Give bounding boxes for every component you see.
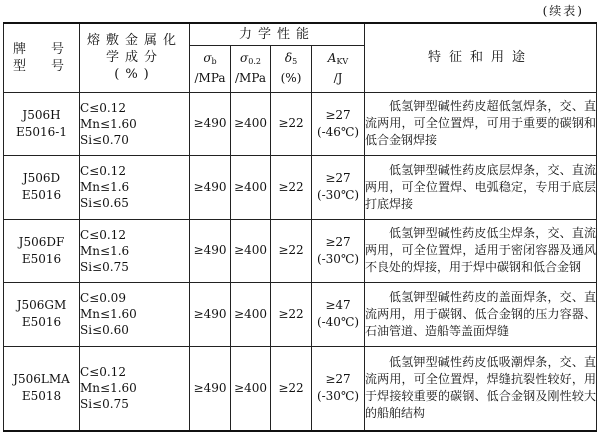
- impact-cell: ≥47 (-40℃): [312, 283, 365, 347]
- chemistry-cell: C≤0.09 Mn≤1.60 Si≤0.60: [80, 283, 190, 347]
- features-cell: 低氢钾型碱性药皮低吸潮焊条，交、直流两用，可全位置焊，焊缝抗裂性较好，用于焊接较重要的碳钢、低合金钢及刚性较大的船舶结构: [365, 346, 597, 431]
- impact-cell: ≥27 (-30℃): [312, 346, 365, 431]
- elongation-cell: ≥22: [271, 156, 312, 220]
- tensile-cell: ≥490: [190, 346, 231, 431]
- elongation-cell: ≥22: [271, 346, 312, 431]
- tensile-cell: ≥490: [190, 92, 231, 156]
- table-row: [4, 283, 597, 347]
- table-row: [4, 346, 597, 431]
- tensile-cell: ≥490: [190, 283, 231, 347]
- grade-cell: J506GM E5016: [4, 283, 80, 347]
- header-mechanical-properties: 力学性能: [190, 23, 365, 45]
- features-cell: 低氢钾型碱性药皮的盖面焊条，交、直流两用，用于碳钢、低合金钢的压力容器、石油管道、造船等盖面焊缝: [365, 283, 597, 347]
- grade-cell: J506H E5016-1: [4, 92, 80, 156]
- features-cell: 低氢钾型碱性药皮底层焊条，交、直流两用，可全位置焊、电弧稳定，专用于底层打底焊接: [365, 156, 597, 220]
- impact-cell: ≥27 (-30℃): [312, 156, 365, 220]
- elongation-cell: ≥22: [271, 92, 312, 156]
- yield-cell: ≥400: [231, 283, 271, 347]
- yield-cell: ≥400: [231, 346, 271, 431]
- table-row: [4, 92, 597, 156]
- grade-cell: J506DF E5016: [4, 219, 80, 283]
- chemistry-cell: C≤0.12 Mn≤1.60 Si≤0.70: [80, 92, 190, 156]
- tensile-cell: ≥490: [190, 156, 231, 220]
- elongation-cell: ≥22: [271, 219, 312, 283]
- header-features: 特征和用途: [365, 23, 597, 92]
- elongation-cell: ≥22: [271, 283, 312, 347]
- impact-cell: ≥27 (-46℃): [312, 92, 365, 156]
- features-cell: 低氢钾型碱性药皮低尘焊条，交、直流两用，可全位置焊，适用于密闭容器及通风不良处的焊接，用于焊中碳钢和低合金钢: [365, 219, 597, 283]
- features-cell: 低氢钾型碱性药皮超低氢焊条，交、直流两用，可全位置焊，可用于重要的碳钢和低合金钢焊接: [365, 92, 597, 156]
- header-impact-energy: $A_{KV}$ /J: [312, 45, 365, 92]
- header-elongation: $\delta_5$ (%): [271, 45, 312, 92]
- yield-cell: ≥400: [231, 219, 271, 283]
- table-row: [4, 156, 597, 220]
- continued-label: (续表): [542, 4, 584, 18]
- grade-cell: J506LMA E5018: [4, 346, 80, 431]
- table-row: [4, 219, 597, 283]
- electrode-spec-table: [3, 22, 597, 432]
- chemistry-cell: C≤0.12 Mn≤1.6 Si≤0.75: [80, 219, 190, 283]
- header-tensile-strength: $\sigma_b$ /MPa: [190, 45, 231, 92]
- yield-cell: ≥400: [231, 92, 271, 156]
- header-yield-strength: $\sigma_{0.2}$ /MPa: [231, 45, 271, 92]
- yield-cell: ≥400: [231, 156, 271, 220]
- chemistry-cell: C≤0.12 Mn≤1.6 Si≤0.65: [80, 156, 190, 220]
- header-grade: 牌 号 型 号: [4, 23, 80, 92]
- grade-cell: J506D E5016: [4, 156, 80, 220]
- impact-cell: ≥27 (-30℃): [312, 219, 365, 283]
- chemistry-cell: C≤0.12 Mn≤1.60 Si≤0.75: [80, 346, 190, 431]
- header-chemistry: 熔敷金属化学成分 (%): [80, 23, 190, 92]
- tensile-cell: ≥490: [190, 219, 231, 283]
